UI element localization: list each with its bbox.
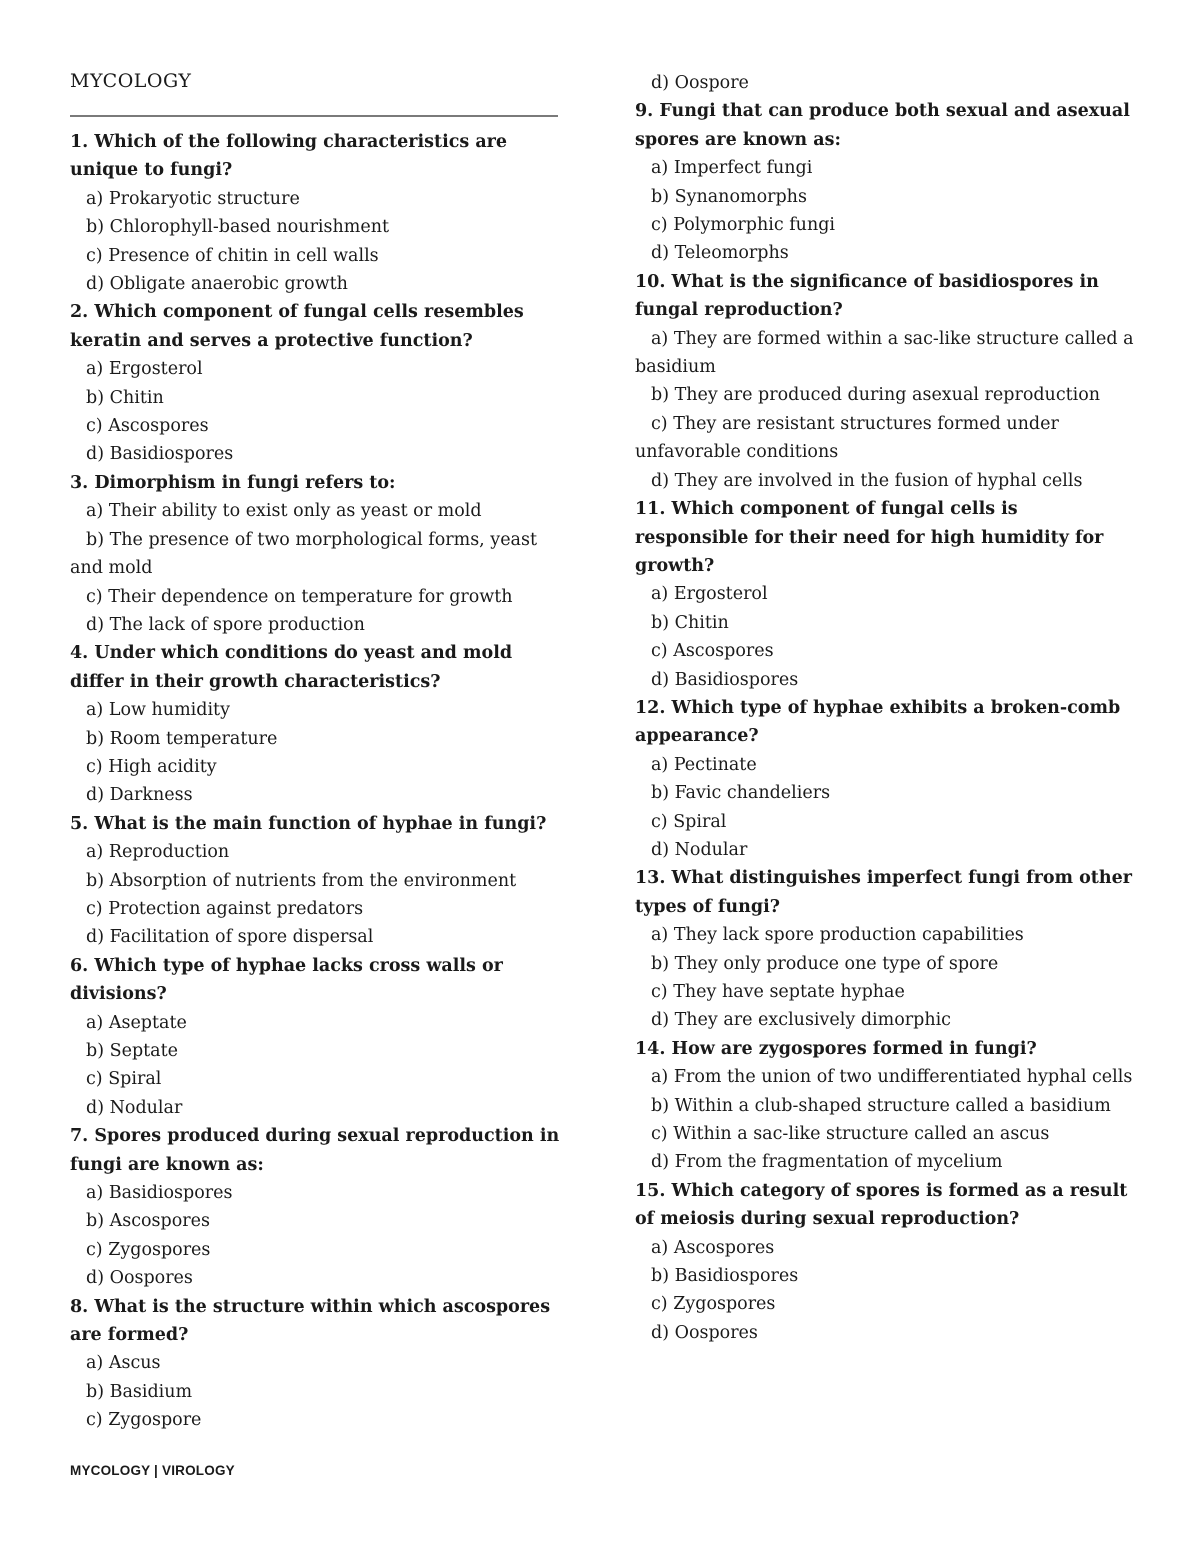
answer-option: a) From the union of two undifferentiated hyphal cells	[651, 1067, 1133, 1088]
question-text: 13. What distinguishes imperfect fungi from other types of fungi?	[635, 868, 1132, 917]
question-text: 4. Under which conditions do yeast and mold differ in their growth characteristics?	[70, 643, 513, 692]
answer-option: d) The lack of spore production	[86, 614, 365, 635]
answer-option: c) They are resistant structures formed under unfavorable conditions	[635, 413, 1059, 463]
answer-option: d) Nodular	[651, 839, 748, 860]
answer-option: d) Oospores	[651, 1322, 758, 1343]
answer-option: c) Ascospores	[86, 416, 209, 437]
answer-option: a) Ascus	[86, 1353, 161, 1374]
right-column	[635, 69, 1135, 1347]
answer-option: c) Zygospores	[651, 1294, 776, 1315]
answer-option: c) Spiral	[651, 811, 727, 832]
question-text: 8. What is the structure within which ascospores are formed?	[70, 1296, 551, 1346]
answer-option: c) Zygospores	[86, 1239, 211, 1260]
answer-option: b) Favic chandeliers	[651, 783, 831, 804]
question-text: 14. How are zygospores formed in fungi?	[635, 1038, 1037, 1059]
question-text: 7. Spores produced during sexual reproduction in fungi are known as:	[70, 1126, 560, 1175]
answer-option: b) Within a club-shaped structure called a basidium	[651, 1095, 1111, 1116]
question-text: 10. What is the significance of basidiospores in fungal reproduction?	[635, 271, 1099, 321]
answer-option: a) They are formed within a sac-like structure called a basidium	[635, 328, 1134, 378]
answer-option: b) They only produce one type of spore	[651, 953, 999, 974]
answer-option: c) Spiral	[86, 1069, 162, 1090]
answer-option: b) They are produced during asexual reproduction	[651, 385, 1101, 406]
answer-option: d) From the fragmentation of mycelium	[651, 1152, 1003, 1173]
answer-option: c) High acidity	[86, 756, 217, 777]
question-text: 12. Which type of hyphae exhibits a broken-comb appearance?	[635, 697, 1121, 747]
answer-option: d) Nodular	[86, 1097, 183, 1118]
answer-option: b) Septate	[86, 1041, 178, 1061]
question-text: 1. Which of the following characteristics are unique to fungi?	[70, 132, 508, 181]
question-text: 5. What is the main function of hyphae in fungi?	[70, 813, 547, 834]
answer-option: a) Pectinate	[651, 754, 757, 775]
answer-option: c) Within a sac-like structure called an ascus	[651, 1124, 1050, 1145]
answer-option: a) Ergosterol	[86, 359, 203, 380]
answer-option: d) They are involved in the fusion of hyphal cells	[651, 470, 1083, 491]
answer-option: b) Basidium	[86, 1381, 193, 1402]
answer-option: a) Ergosterol	[651, 584, 768, 605]
answer-option: a) Prokaryotic structure	[86, 188, 300, 209]
answer-option: a) Reproduction	[86, 842, 230, 863]
answer-option: b) The presence of two morphological forms, yeast and mold	[70, 529, 537, 579]
question-text: 11. Which component of fungal cells is responsible for their need for high humidity for growth?	[635, 499, 1104, 576]
answer-option: d) Facilitation of spore dispersal	[86, 927, 374, 948]
answer-option: b) Chitin	[86, 387, 164, 408]
question-text: 3. Dimorphism in fungi refers to:	[70, 472, 396, 493]
answer-option: d) Oospores	[86, 1268, 193, 1289]
answer-option: c) They have septate hyphae	[651, 982, 905, 1002]
answer-option: c) Their dependence on temperature for growth	[86, 586, 513, 607]
answer-option: b) Chlorophyll-based nourishment	[86, 217, 390, 238]
answer-option: b) Ascospores	[86, 1211, 210, 1232]
answer-option: a) Ascospores	[651, 1237, 775, 1258]
answer-option: a) They lack spore production capabilities	[651, 925, 1024, 946]
answer-option: a) Their ability to exist only as yeast or mold	[86, 501, 482, 522]
question-text: 2. Which component of fungal cells resembles keratin and serves a protective function?	[70, 302, 524, 351]
answer-option: c) Zygospore	[86, 1410, 202, 1431]
answer-option: a) Low humidity	[86, 700, 230, 721]
answer-option: d) Obligate anaerobic growth	[86, 274, 348, 295]
answer-option: d) Basidiospores	[86, 444, 234, 465]
answer-option: c) Protection against predators	[86, 898, 364, 919]
question-text: 6. Which type of hyphae lacks cross walls or divisions?	[70, 955, 503, 1005]
answer-option: b) Synanomorphs	[651, 186, 807, 207]
answer-option: a) Aseptate	[86, 1012, 187, 1033]
answer-option: c) Ascospores	[651, 641, 774, 662]
page-title: MYCOLOGY	[70, 70, 192, 92]
answer-option: d) Oospore	[651, 73, 749, 93]
title-divider	[70, 115, 558, 117]
answer-option: b) Absorption of nutrients from the environment	[86, 870, 517, 891]
question-text: 9. Fungi that can produce both sexual and asexual spores are known as:	[635, 101, 1130, 150]
answer-option: a) Basidiospores	[86, 1183, 233, 1204]
answer-option: c) Presence of chitin in cell walls	[86, 245, 379, 266]
page-footer: MYCOLOGY | VIROLOGY	[70, 1463, 235, 1478]
answer-option: a) Imperfect fungi	[651, 158, 813, 179]
answer-option: d) Basidiospores	[651, 669, 799, 690]
answer-option: b) Basidiospores	[651, 1266, 799, 1287]
answer-option: d) Darkness	[86, 785, 193, 806]
answer-option: b) Room temperature	[86, 728, 278, 749]
question-text: 15. Which category of spores is formed as a result of meiosis during sexual reproduction?	[635, 1180, 1128, 1230]
left-column	[70, 128, 570, 1435]
answer-option: d) They are exclusively dimorphic	[651, 1010, 951, 1031]
answer-option: d) Teleomorphs	[651, 243, 789, 264]
answer-option: b) Chitin	[651, 612, 729, 633]
answer-option: c) Polymorphic fungi	[651, 215, 836, 236]
